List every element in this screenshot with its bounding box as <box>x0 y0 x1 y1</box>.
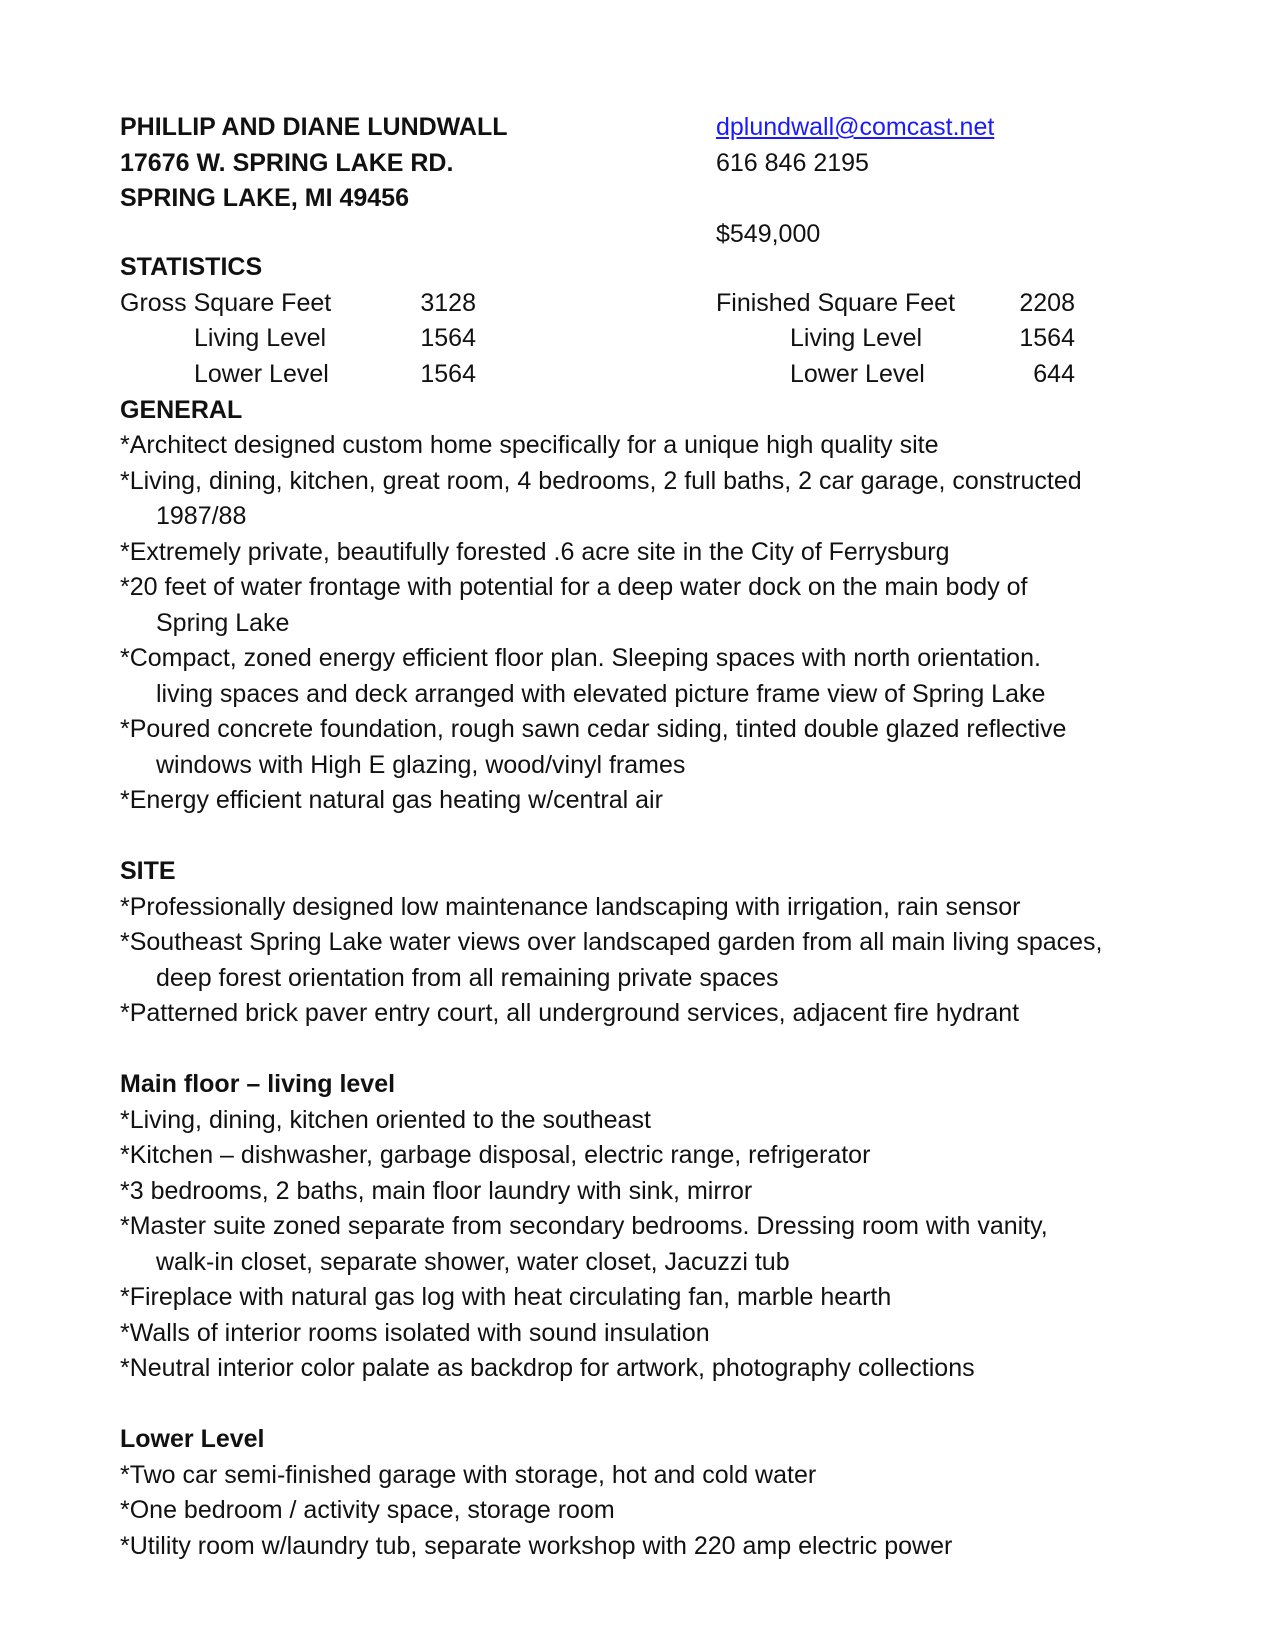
stat-value: 1564 <box>420 359 476 388</box>
list-item-text: *Architect designed custom home specifically for a unique high quality site <box>120 431 939 459</box>
stat-row <box>716 357 1075 393</box>
owner-name: PHILLIP AND DIANE LUNDWALL <box>120 113 508 141</box>
list-item-text: *Professionally designed low maintenance landscaping with irrigation, rain sensor <box>120 892 1021 921</box>
list-item-continuation: living spaces and deck arranged with elevated picture frame view of Spring Lake <box>156 679 1046 708</box>
stat-value: 644 <box>1033 359 1075 388</box>
statistics-heading: STATISTICS <box>120 253 263 281</box>
stat-label: Living Level <box>194 324 327 352</box>
list-item <box>120 1493 1170 1529</box>
list-item <box>120 712 1170 783</box>
stat-row <box>716 321 1075 357</box>
stat-row <box>120 357 476 393</box>
list-item-continuation: walk-in closet, separate shower, water closet, Jacuzzi tub <box>156 1247 790 1276</box>
list-item <box>120 925 1170 996</box>
street-address: 17676 W. SPRING LAKE RD. <box>120 148 454 177</box>
list-item <box>120 641 1170 712</box>
list-item <box>120 1174 1170 1210</box>
owner-block <box>120 110 508 217</box>
stat-row <box>120 286 476 322</box>
general-heading: GENERAL <box>120 395 243 424</box>
city-state-zip: SPRING LAKE, MI 49456 <box>120 184 409 212</box>
list-item <box>120 570 1170 641</box>
list-item <box>120 1351 1170 1387</box>
list-item <box>120 783 1170 819</box>
stat-label: Gross Square Feet <box>120 288 332 317</box>
list-item-text: *Walls of interior rooms isolated with sound insulation <box>120 1318 710 1347</box>
asking-price: $549,000 <box>716 219 821 248</box>
list-item-text: *Living, dining, kitchen, great room, 4 bedrooms, 2 full baths, 2 car garage, constructed <box>120 466 1082 495</box>
stat-row <box>716 286 1075 322</box>
list-item-text: *Compact, zoned energy efficient floor plan. Sleeping spaces with north orientation. <box>120 644 1041 672</box>
list-item-text: *Poured concrete foundation, rough sawn cedar siding, tinted double glazed reflective <box>120 715 1067 743</box>
list-item <box>120 1316 1170 1352</box>
list-item-text: *20 feet of water frontage with potential for a deep water dock on the main body of <box>120 573 1028 601</box>
list-item-text: *3 bedrooms, 2 baths, main floor laundry with sink, mirror <box>120 1176 753 1205</box>
list-item <box>120 1529 1170 1565</box>
stat-label: Finished Square Feet <box>716 288 956 317</box>
list-item-text: *Fireplace with natural gas log with heat circulating fan, marble hearth <box>120 1283 892 1311</box>
stat-label: Lower Level <box>194 359 329 388</box>
list-item <box>120 996 1170 1032</box>
list-item <box>120 428 1170 464</box>
list-item-text: *Energy efficient natural gas heating w/central air <box>120 786 663 814</box>
list-item <box>120 535 1170 571</box>
stat-label: Living Level <box>790 324 923 352</box>
email-link[interactable]: dplundwall@comcast.net <box>716 113 995 141</box>
main-floor-list <box>120 1103 1170 1387</box>
list-item-text: *One bedroom / activity space, storage room <box>120 1496 615 1524</box>
site-heading: SITE <box>120 857 176 885</box>
contact-header <box>120 110 1170 250</box>
main-floor-heading: Main floor – living level <box>120 1070 396 1098</box>
lower-level-heading: Lower Level <box>120 1425 265 1453</box>
phone-number: 616 846 2195 <box>716 148 869 177</box>
list-item-text: *Utility room w/laundry tub, separate workshop with 220 amp electric power <box>120 1531 953 1560</box>
list-item-text: *Patterned brick paver entry court, all underground services, adjacent fire hydrant <box>120 999 1020 1027</box>
list-item <box>120 1103 1170 1139</box>
list-item <box>120 1458 1170 1494</box>
contact-block <box>716 110 994 252</box>
stat-value: 1564 <box>1019 324 1075 352</box>
finished-stats <box>716 286 1075 393</box>
list-item-text: *Living, dining, kitchen oriented to the southeast <box>120 1105 651 1134</box>
list-item <box>120 1280 1170 1316</box>
list-item-text: *Southeast Spring Lake water views over landscaped garden from all main living spaces, <box>120 928 1103 956</box>
listing-sheet <box>120 110 1170 1564</box>
list-item-continuation: 1987/88 <box>156 502 247 530</box>
site-list <box>120 890 1170 1032</box>
gross-stats <box>120 286 476 393</box>
list-item-continuation: deep forest orientation from all remaining private spaces <box>156 963 779 992</box>
list-item-text: *Kitchen – dishwasher, garbage disposal, electric range, refrigerator <box>120 1141 871 1169</box>
list-item-text: *Extremely private, beautifully forested .6 acre site in the City of Ferrysburg <box>120 537 950 566</box>
list-item-text: *Two car semi-finished garage with storage, hot and cold water <box>120 1460 817 1489</box>
stat-row <box>120 321 476 357</box>
stat-value: 3128 <box>420 288 476 317</box>
list-item <box>120 1209 1170 1280</box>
general-list <box>120 428 1170 819</box>
statistics-table <box>120 286 1170 393</box>
list-item-text: *Master suite zoned separate from secondary bedrooms. Dressing room with vanity, <box>120 1212 1048 1240</box>
list-item <box>120 1138 1170 1174</box>
stat-value: 1564 <box>420 324 476 352</box>
lower-level-list <box>120 1458 1170 1565</box>
list-item <box>120 464 1170 535</box>
list-item-continuation: windows with High E glazing, wood/vinyl frames <box>156 750 686 779</box>
stat-value: 2208 <box>1019 288 1075 317</box>
list-item-continuation: Spring Lake <box>156 608 290 637</box>
list-item-text: *Neutral interior color palate as backdrop for artwork, photography collections <box>120 1354 975 1382</box>
stat-label: Lower Level <box>790 359 925 388</box>
list-item <box>120 890 1170 926</box>
